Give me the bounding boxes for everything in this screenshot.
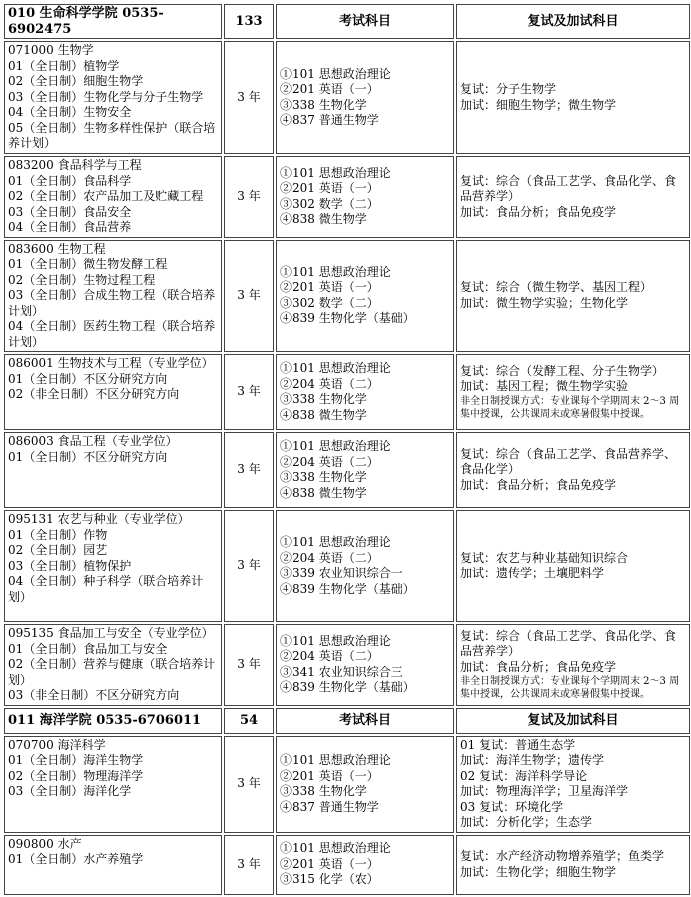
- program-line: 083600 生物工程: [8, 241, 106, 256]
- retest-cell: [456, 432, 690, 508]
- exam-subject: ③338 生物化学: [280, 784, 367, 798]
- program-line: 04（全日制）种子科学（联合培养计划）: [8, 574, 204, 604]
- retest-subject: 加试：基因工程；微生物学实验: [460, 379, 629, 393]
- retest-subject: 加试：食品分析；食品免疫学: [460, 204, 617, 219]
- retest-subject: 加试：海洋生物学；遗传学: [460, 753, 605, 767]
- program-line: 02（全日制）细胞生物学: [8, 74, 144, 88]
- exam-subject: ①101 思想政治理论: [280, 753, 391, 767]
- retest-subject: 复试：水产经济动物增养殖学；鱼类学: [460, 849, 665, 863]
- exam-subject: ①101 思想政治理论: [280, 361, 391, 375]
- exam-subject: ②201 英语（一）: [280, 181, 379, 196]
- program-line: 01（全日制）不区分研究方向: [8, 449, 168, 464]
- program-line: 03（全日制）生物化学与分子生物学: [8, 89, 204, 104]
- exam-subject: ④838 微生物学: [280, 407, 367, 422]
- program-line: 03（全日制）植物保护: [8, 558, 132, 573]
- program-row: [4, 156, 690, 238]
- program-line: 02（全日制）生物过程工程: [8, 272, 156, 287]
- exam-subject: ③341 农业知识综合三: [280, 664, 403, 679]
- program-line: 02（全日制）农产品加工及贮藏工程: [8, 189, 204, 203]
- program-row: [4, 354, 690, 430]
- program-line: 04（全日制）医药生物工程（联合培养计划）: [8, 319, 216, 349]
- program-line: 02（全日制）园艺: [8, 543, 108, 557]
- program-line: 083200 食品科学与工程: [8, 158, 142, 172]
- exam-cell: [276, 736, 454, 833]
- exam-subject: ①101 思想政治理论: [280, 633, 391, 648]
- exam-cell: [276, 510, 454, 622]
- exam-subject: ①101 思想政治理论: [280, 439, 391, 453]
- exam-subject: ②204 英语（二）: [280, 550, 379, 565]
- exam-cell: [276, 156, 454, 238]
- program-line: 01（全日制）植物学: [8, 58, 120, 73]
- program-row: [4, 41, 690, 154]
- admissions-table: [2, 2, 691, 897]
- study-years: 3 年: [224, 240, 274, 353]
- retest-subject: 02 复试：海洋科学导论: [460, 768, 588, 783]
- exam-subject: ①101 思想政治理论: [280, 841, 391, 856]
- exam-subject: ③315 化学（农）: [280, 872, 379, 887]
- program-line: 02（全日制）营养与健康（联合培养计划）: [8, 657, 216, 687]
- retest-subject: 03 复试：环境化学: [460, 799, 564, 814]
- program-line: 086003 食品工程（专业学位）: [8, 434, 178, 448]
- college-name: 011 海洋学院 0535-6706011: [4, 708, 222, 734]
- exam-subject: ④838 微生物学: [280, 485, 367, 500]
- study-years: 3 年: [224, 156, 274, 238]
- exam-subject: ④838 微生物学: [280, 212, 367, 227]
- retest-subject: 复试：综合（食品工艺学、食品营养学、食品化学）: [460, 446, 677, 477]
- study-years: 3 年: [224, 624, 274, 706]
- exam-subject: ③302 数学（二）: [280, 196, 379, 211]
- retest-cell: [456, 240, 690, 353]
- exam-subject: ①101 思想政治理论: [280, 264, 391, 279]
- program-line: 086001 生物技术与工程（专业学位）: [8, 356, 214, 370]
- exam-subject: ④839 生物化学（基础）: [280, 581, 415, 596]
- program-row: [4, 736, 690, 833]
- part-time-note: 非全日制授课方式：专业课每个学期周末 2～3 周集中授课，公共课周末或寒暑假集中授课。: [460, 676, 680, 700]
- program-line: 01（全日制）食品加工与安全: [8, 641, 168, 656]
- study-years: 3 年: [224, 835, 274, 895]
- program-line: 070700 海洋科学: [8, 737, 106, 752]
- enrollment-count: 54: [224, 708, 274, 734]
- retest-cell: [456, 624, 690, 706]
- enrollment-count: 133: [224, 4, 274, 39]
- part-time-note: 非全日制授课方式：专业课每个学期周末 2～3 周集中授课，公共课周末或寒暑假集中授课。: [460, 395, 680, 420]
- program-line: 04（全日制）生物安全: [8, 105, 132, 119]
- retest-cell: [456, 736, 690, 833]
- exam-cell: [276, 41, 454, 154]
- retest-cell: [456, 156, 690, 238]
- program-cell: [4, 354, 222, 430]
- exam-subject: ④839 生物化学（基础）: [280, 680, 415, 695]
- program-line: 01（全日制）微生物发酵工程: [8, 257, 168, 271]
- retest-subject: 加试：生物化学；细胞生物学: [460, 864, 617, 879]
- program-line: 01（全日制）不区分研究方向: [8, 371, 168, 386]
- exam-subject: ②201 英语（一）: [280, 82, 379, 96]
- study-years: 3 年: [224, 354, 274, 430]
- study-years: 3 年: [224, 510, 274, 622]
- program-cell: [4, 432, 222, 508]
- program-cell: [4, 156, 222, 238]
- retest-subjects-header: 复试及加试科目: [456, 708, 690, 734]
- exam-subject: ②201 英语（一）: [280, 856, 379, 871]
- program-cell: [4, 624, 222, 706]
- program-line: 095131 农艺与种业（专业学位）: [8, 512, 190, 526]
- exam-subject: ②204 英语（二）: [280, 454, 379, 469]
- retest-subject: 加试：食品分析；食品免疫学: [460, 659, 617, 674]
- retest-subject: 复试：综合（微生物学、基因工程）: [460, 280, 653, 295]
- exam-subject: ③338 生物化学: [280, 97, 367, 112]
- college-header-row: [4, 4, 690, 39]
- exam-subject: ②204 英语（二）: [280, 376, 379, 391]
- exam-cell: [276, 240, 454, 353]
- exam-cell: [276, 354, 454, 430]
- college-header-row: [4, 708, 690, 734]
- retest-subjects-header: 复试及加试科目: [456, 4, 690, 39]
- exam-subject: ③339 农业知识综合一: [280, 566, 403, 580]
- program-row: [4, 510, 690, 622]
- program-line: 02（全日制）物理海洋学: [8, 768, 144, 783]
- exam-subjects-header: 考试科目: [276, 708, 454, 734]
- retest-subject: 加试：物理海洋学；卫星海洋学: [460, 784, 629, 798]
- program-cell: [4, 41, 222, 154]
- retest-subject: 加试：分析化学；生态学: [460, 815, 593, 829]
- retest-cell: [456, 354, 690, 430]
- exam-subject: ④837 普通生物学: [280, 799, 379, 814]
- program-row: [4, 240, 690, 353]
- retest-subject: 复试：农艺与种业基础知识综合: [460, 550, 629, 565]
- program-cell: [4, 240, 222, 353]
- program-row: [4, 624, 690, 706]
- program-line: 04（全日制）食品营养: [8, 220, 132, 234]
- program-line: 03（全日制）合成生物工程（联合培养计划）: [8, 288, 216, 318]
- exam-subject: ②201 英语（一）: [280, 768, 379, 783]
- retest-subject: 01 复试：普通生态学: [460, 737, 576, 752]
- program-line: 03（全日制）海洋化学: [8, 784, 132, 798]
- retest-subject: 加试：遗传学；土壤肥料学: [460, 566, 605, 580]
- retest-subject: 复试：综合（食品工艺学、食品化学、食品营养学）: [460, 173, 677, 203]
- program-line: 02（非全日制）不区分研究方向: [8, 387, 180, 401]
- program-line: 01（全日制）作物: [8, 527, 108, 542]
- program-line: 03（全日制）食品安全: [8, 204, 132, 219]
- program-line: 01（全日制）水产养殖学: [8, 852, 144, 866]
- exam-cell: [276, 624, 454, 706]
- exam-subject: ④839 生物化学（基础）: [280, 311, 415, 326]
- retest-cell: [456, 510, 690, 622]
- exam-subject: ①101 思想政治理论: [280, 535, 391, 549]
- exam-subject: ②201 英语（一）: [280, 280, 379, 295]
- exam-subject: ③338 生物化学: [280, 470, 367, 484]
- program-line: 01（全日制）海洋生物学: [8, 753, 144, 767]
- retest-subject: 复试：综合（食品工艺学、食品化学、食品营养学）: [460, 628, 677, 658]
- program-row: [4, 835, 690, 895]
- exam-subject: ③338 生物化学: [280, 392, 367, 406]
- program-cell: [4, 835, 222, 895]
- program-line: 090800 水产: [8, 836, 82, 851]
- program-line: 03（非全日制）不区分研究方向: [8, 688, 180, 702]
- college-name: 010 生命科学学院 0535-6902475: [4, 4, 222, 39]
- study-years: 3 年: [224, 432, 274, 508]
- retest-subject: 加试：细胞生物学；微生物学: [460, 97, 617, 112]
- exam-cell: [276, 432, 454, 508]
- exam-subject: ①101 思想政治理论: [280, 165, 391, 180]
- program-line: 071000 生物学: [8, 43, 94, 57]
- retest-subject: 加试：微生物学实验；生物化学: [460, 295, 629, 310]
- program-cell: [4, 510, 222, 622]
- program-cell: [4, 736, 222, 833]
- retest-cell: [456, 41, 690, 154]
- exam-subject: ①101 思想政治理论: [280, 66, 391, 81]
- exam-subject: ④837 普通生物学: [280, 113, 379, 127]
- retest-subject: 复试：分子生物学: [460, 82, 557, 96]
- exam-subject: ②204 英语（二）: [280, 649, 379, 664]
- program-line: 01（全日制）食品科学: [8, 173, 132, 188]
- retest-cell: [456, 835, 690, 895]
- exam-subjects-header: 考试科目: [276, 4, 454, 39]
- program-row: [4, 432, 690, 508]
- study-years: 3 年: [224, 41, 274, 154]
- exam-subject: ③302 数学（二）: [280, 295, 379, 310]
- program-line: 095135 食品加工与安全（专业学位）: [8, 626, 214, 640]
- retest-subject: 加试：食品分析；食品免疫学: [460, 477, 617, 492]
- retest-subject: 复试：综合（发酵工程、分子生物学）: [460, 363, 665, 378]
- study-years: 3 年: [224, 736, 274, 833]
- exam-cell: [276, 835, 454, 895]
- program-line: 05（全日制）生物多样性保护（联合培养计划）: [8, 120, 216, 150]
